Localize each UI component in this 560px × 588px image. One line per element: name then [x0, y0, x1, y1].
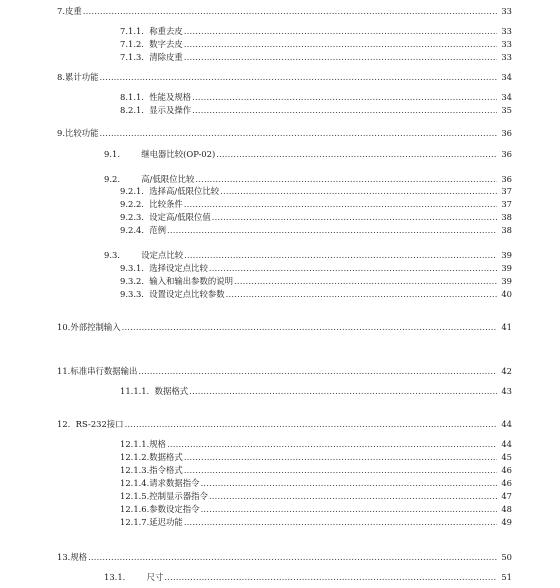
toc-entry-page: 36: [501, 174, 512, 184]
dot-leader: [122, 322, 497, 333]
toc-entry-page: 45: [501, 452, 512, 462]
toc-entry-page: 44: [501, 419, 512, 429]
toc-entry-page: 33: [501, 6, 512, 16]
toc-entry-page: 37: [501, 186, 512, 196]
dot-leader: [212, 212, 497, 223]
toc-entry[interactable]: [120, 504, 512, 515]
toc-entry-page: 42: [501, 366, 512, 376]
toc-entry-page: 38: [501, 225, 512, 235]
toc-entry-page: 39: [501, 276, 512, 286]
toc-entry-label: 12. RS-232接口: [57, 419, 124, 429]
toc-entry-label: 9.3.1. 选择设定点比较: [120, 263, 208, 273]
toc-entry[interactable]: [120, 386, 512, 397]
dot-leader: [167, 439, 497, 450]
toc-entry-label: 12.1.5.控制显示器指令: [120, 491, 208, 501]
toc-entry-label: 9.2.1. 选择高/低限位比较: [120, 186, 220, 196]
dot-leader: [184, 199, 497, 210]
toc-entry[interactable]: [120, 225, 512, 236]
toc-entry[interactable]: [120, 478, 512, 489]
toc-entry[interactable]: [120, 289, 512, 300]
toc-entry-page: 39: [501, 263, 512, 273]
toc-entry-page: 38: [501, 212, 512, 222]
toc-entry[interactable]: [57, 72, 512, 83]
toc-entry-page: 33: [501, 52, 512, 62]
toc-entry[interactable]: [120, 276, 512, 287]
toc-entry-label: 9.比较功能: [57, 128, 99, 138]
toc-entry[interactable]: [120, 92, 512, 103]
toc-entry-label: 11.1.1. 数据格式: [120, 386, 189, 396]
toc-entry[interactable]: [57, 552, 512, 563]
toc-entry[interactable]: [104, 572, 512, 583]
toc-entry[interactable]: [120, 199, 512, 210]
toc-entry-label: 12.1.7.延迟功能: [120, 517, 183, 527]
dot-leader: [164, 572, 497, 583]
dot-leader: [234, 276, 497, 287]
toc-entry[interactable]: [120, 452, 512, 463]
toc-entry[interactable]: [104, 149, 512, 160]
dot-leader: [189, 386, 497, 397]
toc-entry[interactable]: [57, 366, 512, 377]
toc-entry[interactable]: [120, 105, 512, 116]
dot-leader: [184, 39, 497, 50]
toc-entry[interactable]: [57, 419, 512, 430]
toc-entry[interactable]: [120, 186, 512, 197]
toc-entry-label: 9.3.3. 设置设定点比较参数: [120, 289, 225, 299]
toc-entry-page: 36: [501, 149, 512, 159]
toc-entry[interactable]: [120, 263, 512, 274]
toc-entry-label: 9.3.2. 输入和输出参数的说明: [120, 276, 234, 286]
toc-entry-label: 12.1.6.参数设定指令: [120, 504, 200, 514]
toc-entry-page: 49: [501, 517, 512, 527]
toc-entry-label: 9.2.2. 比较条件: [120, 199, 183, 209]
toc-entry-page: 33: [501, 26, 512, 36]
toc-entry[interactable]: [120, 517, 512, 528]
dot-leader: [100, 128, 498, 139]
dot-leader: [184, 465, 497, 476]
toc-entry[interactable]: [120, 52, 512, 63]
toc-entry-page: 51: [501, 572, 512, 582]
toc-entry-page: 35: [501, 105, 512, 115]
dot-leader: [138, 366, 497, 377]
toc-entry-label: 9.2. 高/低限位比较: [104, 174, 195, 184]
toc-entry[interactable]: [120, 491, 512, 502]
toc-entry-label: 7.1.3. 清除皮重: [120, 52, 183, 62]
dot-leader: [184, 452, 497, 463]
toc-entry-page: 34: [501, 92, 512, 102]
dot-leader: [184, 517, 497, 528]
toc-entry[interactable]: [120, 26, 512, 37]
toc-entry-page: 44: [501, 439, 512, 449]
toc-entry[interactable]: [57, 322, 512, 333]
dot-leader: [100, 72, 498, 83]
toc-entry-label: 13.1. 尺寸: [104, 572, 164, 582]
toc-entry-label: 12.1.2.数据格式: [120, 452, 183, 462]
toc-entry[interactable]: [120, 212, 512, 223]
dot-leader: [216, 149, 497, 160]
dot-leader: [209, 263, 497, 274]
toc-entry-page: 48: [501, 504, 512, 514]
toc-entry-label: 7.1.2. 数字去皮: [120, 39, 183, 49]
toc-entry-label: 11.标准串行数据输出: [57, 366, 138, 376]
dot-leader: [167, 225, 497, 236]
toc-entry-label: 8.1.1. 性能及规格: [120, 92, 192, 102]
toc-entry[interactable]: [104, 250, 512, 261]
toc-entry-page: 40: [501, 289, 512, 299]
toc-entry-label: 12.1.1.规格: [120, 439, 167, 449]
toc-entry-page: 34: [501, 72, 512, 82]
dot-leader: [209, 491, 497, 502]
toc-entry-label: 7.1.1. 称重去皮: [120, 26, 183, 36]
toc-entry-page: 47: [501, 491, 512, 501]
toc-entry-page: 46: [501, 478, 512, 488]
toc-entry-page: 36: [501, 128, 512, 138]
toc-entry-label: 13.规格: [57, 552, 88, 562]
toc-entry-label: 8.2.1. 显示及操作: [120, 105, 192, 115]
dot-leader: [226, 289, 497, 300]
dot-leader: [125, 419, 497, 430]
toc-entry-label: 10.外部控制输入: [57, 322, 121, 332]
toc-entry[interactable]: [57, 128, 512, 139]
dot-leader: [192, 105, 497, 116]
toc-entry-page: 33: [501, 39, 512, 49]
dot-leader: [88, 552, 497, 563]
toc-entry-page: 39: [501, 250, 512, 260]
toc-entry-label: 12.1.3.指令格式: [120, 465, 183, 475]
toc-entry-label: 9.2.3. 设定高/低限位值: [120, 212, 211, 222]
toc-entry-page: 37: [501, 199, 512, 209]
toc-entry-label: 12.1.4.请求数据指令: [120, 478, 200, 488]
dot-leader: [83, 6, 497, 17]
toc-entry[interactable]: [120, 39, 512, 50]
toc-entry-label: 7.皮重: [57, 6, 82, 16]
dot-leader: [184, 52, 497, 63]
toc-entry[interactable]: [120, 439, 512, 450]
dot-leader: [192, 92, 497, 103]
dot-leader: [201, 478, 497, 489]
dot-leader: [220, 186, 497, 197]
dot-leader: [195, 174, 497, 185]
toc-entry-label: 9.3. 设定点比较: [104, 250, 184, 260]
toc-entry-page: 41: [501, 322, 512, 332]
dot-leader: [201, 504, 497, 515]
toc-entry-label: 9.1. 继电器比较(OP-02): [104, 149, 216, 159]
toc-entry-page: 50: [501, 552, 512, 562]
toc-entry-label: 8.累计功能: [57, 72, 99, 82]
dot-leader: [184, 250, 497, 261]
dot-leader: [184, 26, 497, 37]
toc-entry-label: 9.2.4. 范例: [120, 225, 167, 235]
toc-entry-page: 46: [501, 465, 512, 475]
toc-entry[interactable]: [104, 174, 512, 185]
toc-entry[interactable]: [120, 465, 512, 476]
toc-entry[interactable]: [57, 6, 512, 17]
toc-entry-page: 43: [501, 386, 512, 396]
